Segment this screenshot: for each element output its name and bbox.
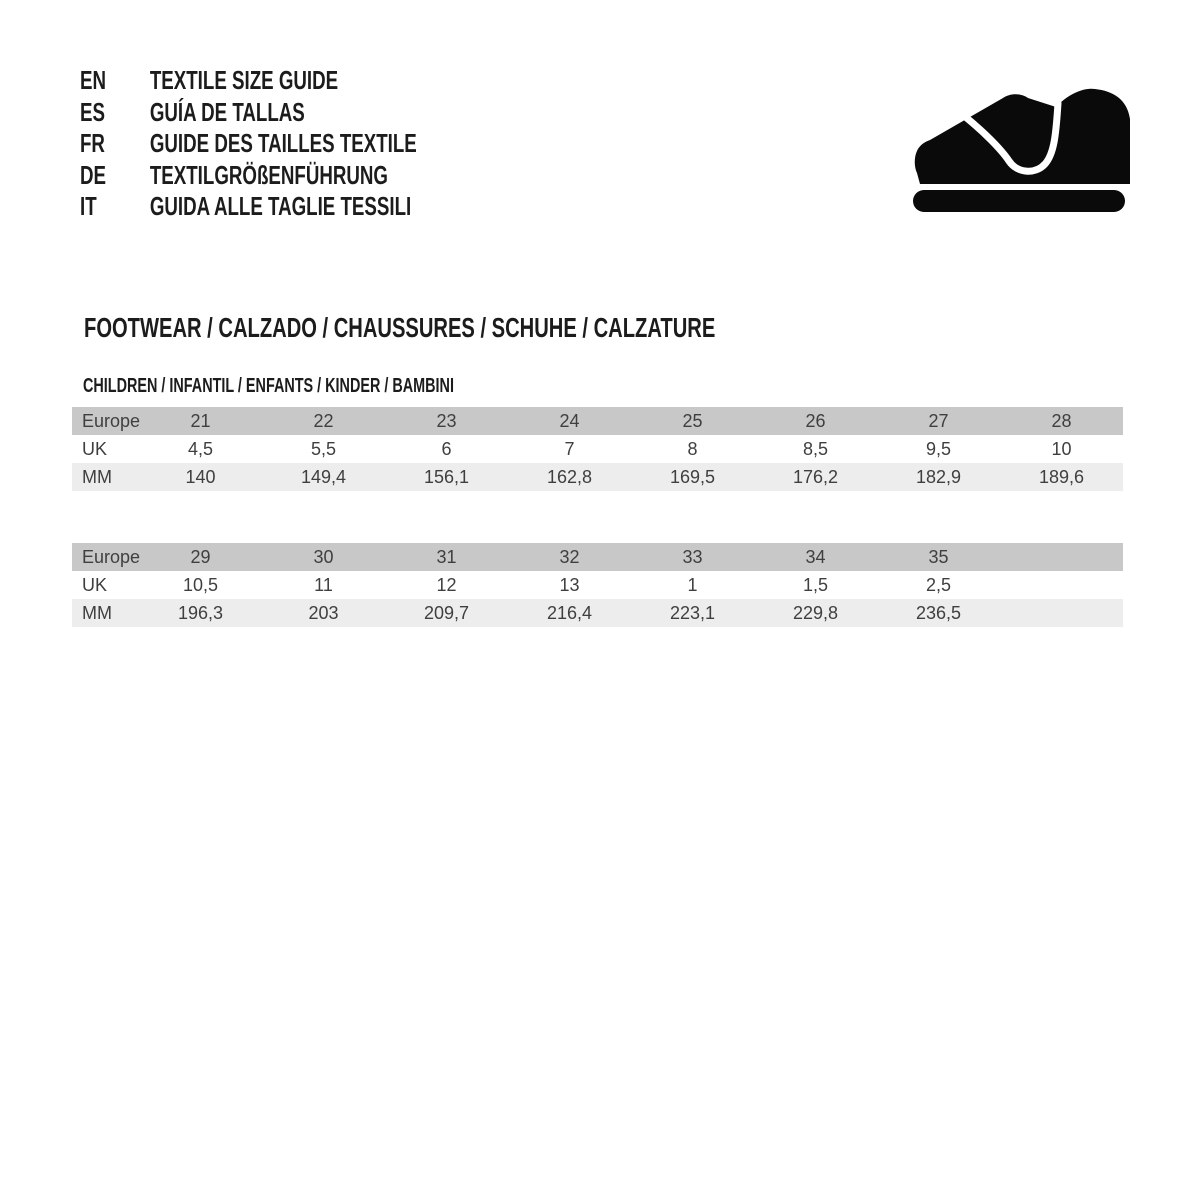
row-label: MM <box>82 602 112 623</box>
size-cell: 1,5 <box>802 574 829 595</box>
size-cell: 189,6 <box>1038 466 1085 487</box>
language-code: FR <box>80 128 105 159</box>
size-cell: 23 <box>436 410 457 431</box>
size-cell: 32 <box>559 546 580 567</box>
language-code: DE <box>80 159 107 190</box>
size-cell: 2,5 <box>925 574 952 595</box>
size-cell: 169,5 <box>669 466 716 487</box>
size-cell: 22 <box>313 410 334 431</box>
children-shoe-icon <box>905 85 1133 215</box>
language-row-es <box>80 97 417 129</box>
size-cell: 9,5 <box>925 438 952 459</box>
language-row-en <box>80 65 417 97</box>
size-cell: 24 <box>559 410 580 431</box>
table-row-europe <box>72 407 1123 435</box>
table-row-mm <box>72 599 1123 627</box>
language-title-list <box>80 65 548 223</box>
size-cell: 21 <box>190 410 211 431</box>
size-cell: 149,4 <box>300 466 347 487</box>
size-cell: 223,1 <box>669 602 716 623</box>
table-row-uk <box>72 435 1123 463</box>
size-cell: 140 <box>185 466 216 487</box>
size-cell: 4,5 <box>187 438 214 459</box>
size-cell: 156,1 <box>423 466 470 487</box>
language-title: TEXTILGRÖßENFÜHRUNG <box>149 159 388 190</box>
language-title: GUIDE DES TAILLES TEXTILE <box>149 128 417 159</box>
row-label: MM <box>82 466 112 487</box>
size-cell: 26 <box>805 410 826 431</box>
table-row-europe <box>72 543 1123 571</box>
size-cell: 182,9 <box>915 466 962 487</box>
size-cell: 176,2 <box>792 466 839 487</box>
row-label: UK <box>82 574 108 595</box>
table-row-uk <box>72 571 1123 599</box>
size-cell: 30 <box>313 546 334 567</box>
size-cell: 209,7 <box>423 602 470 623</box>
row-label: UK <box>82 438 108 459</box>
size-cell: 203 <box>308 602 339 623</box>
size-cell: 33 <box>682 546 703 567</box>
size-cell: 7 <box>564 438 575 459</box>
size-cell: 28 <box>1051 410 1072 431</box>
size-cell: 31 <box>436 546 457 567</box>
size-table-eu-29-35 <box>72 543 1123 627</box>
size-cell: 11 <box>314 574 333 595</box>
language-title: TEXTILE SIZE GUIDE <box>149 65 339 95</box>
subsection-title-children: CHILDREN / INFANTIL / ENFANTS / KINDER / BAMBINI <box>83 375 454 397</box>
size-cell: 35 <box>928 546 949 567</box>
language-row-fr <box>80 128 417 160</box>
table-row-mm <box>72 463 1123 491</box>
language-code: IT <box>80 191 97 222</box>
size-table-eu-21-28 <box>72 407 1123 491</box>
row-label: Europe <box>82 410 141 431</box>
size-cell: 13 <box>559 574 580 595</box>
size-cell: 25 <box>682 410 703 431</box>
size-cell: 8,5 <box>802 438 829 459</box>
size-cell: 1 <box>687 574 698 595</box>
size-cell: 10 <box>1051 438 1072 459</box>
size-cell: 162,8 <box>546 466 593 487</box>
language-title: GUIDA ALLE TAGLIE TESSILI <box>149 191 412 222</box>
size-cell: 6 <box>441 438 452 459</box>
size-cell: 236,5 <box>915 602 962 623</box>
language-title: GUÍA DE TALLAS <box>149 96 305 127</box>
language-row-de <box>80 160 417 192</box>
language-code: ES <box>80 96 105 127</box>
language-code: EN <box>80 65 107 95</box>
size-cell: 27 <box>928 410 949 431</box>
size-cell: 29 <box>190 546 211 567</box>
language-row-it <box>80 191 417 223</box>
size-cell: 229,8 <box>792 602 839 623</box>
section-title-footwear: FOOTWEAR / CALZADO / CHAUSSURES / SCHUHE / CALZATURE <box>84 312 716 343</box>
size-cell: 10,5 <box>182 574 219 595</box>
size-cell: 5,5 <box>310 438 337 459</box>
size-cell: 216,4 <box>546 602 593 623</box>
size-cell: 12 <box>436 574 457 595</box>
size-cell: 34 <box>805 546 826 567</box>
size-cell: 196,3 <box>177 602 224 623</box>
size-cell: 8 <box>687 438 698 459</box>
row-label: Europe <box>82 546 141 567</box>
